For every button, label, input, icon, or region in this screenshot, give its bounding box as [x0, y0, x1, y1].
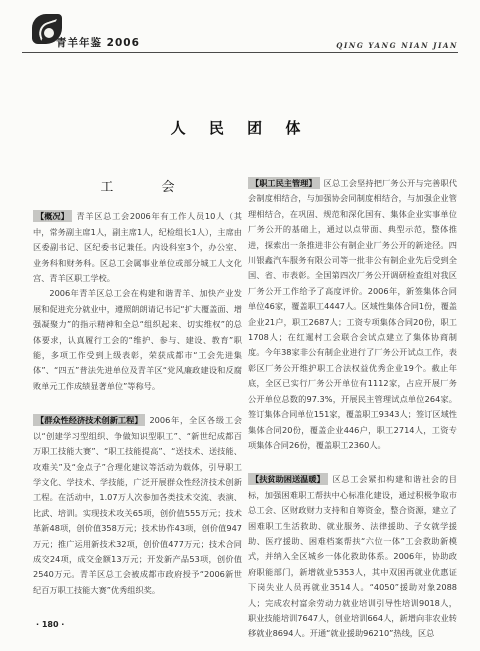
paragraph-overview — [33, 209, 242, 286]
democratic-management-text: 区总工会坚持把厂务公开与完善职代会制度相结合，与加强协会同制度相结合，与加强企业管理相结合，在巩固、规范和深化国有、集体企业实事单位厂务公开的基础上，通过以点带面、典型示范，整体推进，探索出一条推进非公有制企业厂务公开的新途径。四川银鑫汽车服务有限公司等一批非公有制企业先后受到全国、省、市表彰。全国第四次厂务公开调研检查组对我区厂务公开工作给予了高度评价。2006年，新签集体合同单位46家，覆盖职工4447人。区域性集体合同1份，覆盖企业21户，职工2687人；工资专项集体合同20份，职工1708人；在红暹村工会联合会试点建立了集体协商制度。今年38家非公有制企业进行了厂务公开试点工作，表彰区厂务公开维护职工合法权益优秀企业19个。截止年底，全区已实行厂务公开单位有1112家，占应开展厂务公开单位总数的97.3%，开展民主管理试点单位264家。签订集体合同单位151家，覆盖职工9343人；签订区域性集体合同20份，覆盖企业446户，职工2714人，工资专项集体合同26份，覆盖职工2360人。 — [248, 178, 457, 450]
page-number: · 180 · — [36, 620, 65, 629]
right-column — [248, 176, 457, 642]
yearbook-header — [22, 14, 172, 48]
tag-poverty-relief: 【扶贫助困送温暖】 — [248, 473, 328, 485]
poverty-relief-text: 区总工会紧扣构建和谐社会的目标，加强困难职工帮扶中心标准化建设，通过积极争取市总工会、区财政财力支持和自筹资金，整合资源，建立了困难职工生活救助、就业服务、法律援助、子女就学援助、医疗援助、困难档案帮扶“六位一体”工会救助新模式，并纳入全区城乡一体化救助体系。2006年，协助政府职能部门，新增就业5353人，其中双困再就业优惠证下岗失业人员再就业3514人。“4050”援助对象2088人；完成农村富余劳动力就业培训引导性培训9018人，职业技能培训7647人，创业培训664人，新增向非农业转移就业8694人。开通“就业援助96210”热线，区总 — [248, 474, 457, 639]
paragraph-innovation — [33, 413, 242, 598]
paragraph-democratic-management — [248, 176, 457, 453]
paragraph-gap — [248, 453, 457, 472]
overview-text: 青羊区总工会2006年有工作人员10人（其中，常务副主席1人，副主席1人，纪检组长1人），主席由区委副书记、区纪委书记兼任。内设科室3个，办公室、业务科和财务科。区总工会属事业单位或部分城工人文化宫、青羊区职工学校。 — [33, 211, 242, 284]
tag-democratic-management: 【职工民主管理】 — [248, 177, 320, 189]
paragraph-gap — [33, 394, 242, 413]
innovation-text: 2006年，全区各级工会以“创建学习型组织、争做知识型职工”、“新世纪成都百万职工技能大赛”、“职工技能提高”、“送技术、送技能、攻难关”及“金点子”合理化建议等活动为载体，引导职工学文化、学技术、学技能，广泛开展群众性经济技术创新工程。在活动中，1.07万人次参加各类技术交流、表演、比武、培训。实现技术攻关65项，创价值555万元；技术革新48项，创价值358万元；技术协作43项，创价值947万元；推广运用新技术32项，创价值477万元；技术合同成交24项，成交金额13万元；开发新产品53项，创价值2540万元。青羊区总工会被成都市政府授予“2006新世纪百万职工技能大赛”优秀组织奖。 — [33, 415, 242, 595]
left-column — [33, 180, 242, 598]
yearbook-title: 青羊年鉴 2006 — [56, 37, 140, 49]
paragraph-poverty-relief — [248, 472, 457, 641]
paragraph-summary: 2006年青羊区总工会在构建和谐青羊、加快产业发展和促进充分就业中，遵照朗朗请记书记“扩大覆盖面、增强凝聚力”的指示精神和全总“组织起来、切实维权”的总体要求，认真履行工会的“维护、参与、建设、教育”职能，多项工作受到上级表彰，荣获成都市“工会先进集体”、“四五”普法先进单位及青羊区“党风廉政建设和反腐败单元工作成绩显著单位”等称号。 — [33, 288, 242, 391]
tag-overview: 【概况】 — [33, 210, 72, 222]
page-title: 人 民 团 体 — [170, 119, 310, 137]
tag-innovation: 【群众性经济技术创新工程】 — [33, 414, 145, 426]
header-pinyin: QING YANG NIAN JIAN — [336, 41, 458, 50]
section-title: 工 会 — [100, 180, 197, 195]
header-rule — [22, 52, 458, 53]
